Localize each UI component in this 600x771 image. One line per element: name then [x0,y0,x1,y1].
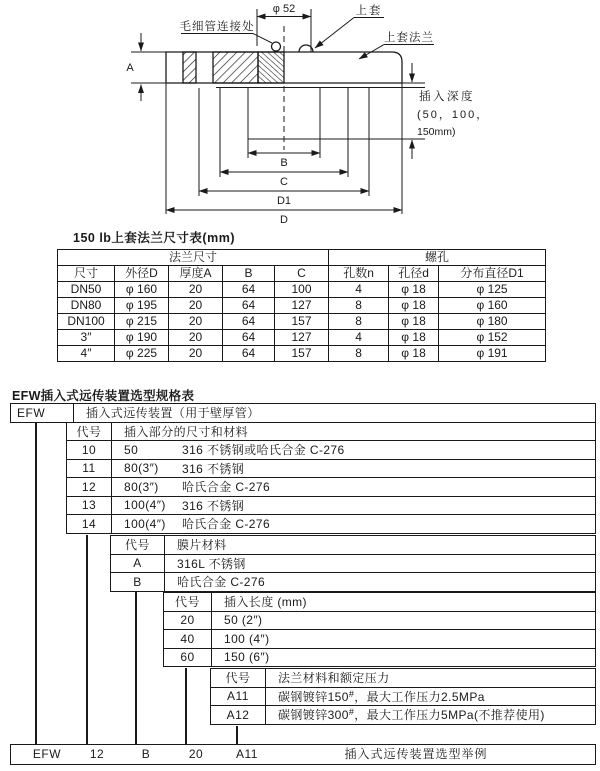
cell: 14 [67,515,112,533]
cell: φ 190 [115,330,169,346]
dim-b-label: B [280,157,288,169]
cell: 10 [67,441,112,459]
connector-line [185,668,187,744]
cell: 150 (6″) [224,650,270,665]
cell: 60 [164,649,212,667]
table-row [211,687,595,706]
cell: 64 [223,330,275,346]
selector-table-title: EFW插入式远传装置选型规格表 [12,389,195,403]
table-row [164,611,595,630]
cell: 64 [223,282,275,298]
flange-table-section [57,228,549,362]
example-label: 插入式远传装置选型举例 [344,747,488,761]
cell: 64 [223,346,275,362]
cell: 代号 [67,423,112,441]
cell: 碳钢镀锌150 # ，最大工作压力2.5MPa [278,688,485,704]
table-row [164,629,595,648]
cell: φ 18 [389,314,439,330]
cell: 尺寸 [58,266,115,282]
cell: 哈氏合金 C-276 [177,575,266,590]
cell: 100 (4″) [224,631,270,646]
cell: 50 316 不锈钢或哈氏合金 C-276 [124,442,345,458]
cell: 11 [67,460,112,478]
cell: 插入式远传装置（用于壁厚管） [86,406,260,421]
cell: φ 18 [389,346,439,362]
cell: B [111,573,165,591]
cell: φ 152 [439,330,546,346]
insert-depth-label-2: (50，100， [417,109,490,121]
cell: 插入长度 (mm) [224,595,307,610]
cell: DN80 [58,298,115,314]
cell: 20 [169,314,223,330]
phi52-dim-label: φ 52 [272,3,296,15]
cell: 127 [275,298,329,314]
cell: φ 225 [115,346,169,362]
table-row [67,514,595,533]
cell: DN50 [58,282,115,298]
cell: φ 160 [115,282,169,298]
cell: φ 195 [115,298,169,314]
sleeve-label: 上套 [355,5,383,17]
cell: 厚度A [169,266,223,282]
connector-line [236,726,238,744]
example-code-flange: A11 [236,747,258,761]
connector-line [86,535,88,744]
connector-line [35,421,37,744]
cell: C [275,266,329,282]
cell: 4″ [58,346,115,362]
cell: 3″ [58,330,115,346]
cell: 100(4″) 316 不锈钢 [124,498,245,513]
column-header-row [58,266,546,282]
cell: 螺孔 [329,250,546,266]
cell: 孔径d [389,266,439,282]
insert-depth-label-3: 150mm) [417,126,456,138]
cell: φ 191 [439,346,546,362]
cell: 50 (2″) [224,613,263,628]
table-row [67,496,595,515]
cell: φ 215 [115,314,169,330]
cell: 8 [329,298,389,314]
example-code-length: 20 [188,747,204,761]
selector-example-row [10,744,596,765]
cell: 法兰材料和额定压力 [278,671,390,686]
table-row [164,593,595,611]
dim-c-label: C [280,176,288,188]
table-row [67,440,595,459]
example-code-efw: EFW [32,747,62,761]
dim-d-label: D [280,214,288,226]
group-header-row [58,250,546,266]
cell: 100(4″) 哈氏合金 C-276 [124,516,271,532]
cell: 分布直径D1 [439,266,546,282]
cell: 孔数n [329,266,389,282]
cell: 法兰尺寸 [58,250,329,266]
flange-table-title: 150 lb上套法兰尺寸表(mm) [73,231,235,245]
flange-dimension-table [57,249,546,362]
cell: A11 [211,688,266,706]
cell: 20 [169,330,223,346]
cell: φ 18 [389,330,439,346]
example-code-size: 12 [89,747,105,761]
table-row [164,648,595,667]
table-row [58,346,546,362]
selector-level-3 [163,592,596,667]
cell: A12 [211,706,266,724]
cell: 8 [329,346,389,362]
cell: 碳钢镀锌300 # ，最大工作压力5MPa(不推荐使用) [278,707,545,723]
cell: 64 [223,314,275,330]
table-row [67,459,595,478]
cell: A [111,555,165,573]
cell: 4 [329,282,389,298]
cell: φ 160 [439,298,546,314]
cell: 12 [67,478,112,496]
example-code-diaphragm: B [141,747,151,761]
cell: 代号 [164,593,212,611]
table-row [58,282,546,298]
selector-root-row [10,403,596,423]
cell: φ 18 [389,282,439,298]
cell: φ 18 [389,298,439,314]
table-row [58,330,546,346]
table-row [58,298,546,314]
table-row [111,536,595,554]
selector-level-1 [66,422,596,534]
cell: 4 [329,330,389,346]
selector-level-2 [110,535,596,592]
cell: 外径D [115,266,169,282]
cell: 64 [223,298,275,314]
cell: 316L 不锈钢 [177,556,246,571]
cell: 157 [275,314,329,330]
insert-depth-label-1: 插入深度 [419,91,475,103]
cell: 插入部分的尺寸和材料 [124,424,249,439]
cell: B [223,266,275,282]
cell: φ 125 [439,282,546,298]
flange-technical-drawing [0,0,600,232]
sleeve-flange-label: 上套法兰 [384,32,434,44]
reference-lines [131,9,425,214]
cell: 20 [169,298,223,314]
cell: EFW [11,404,74,422]
table-row [67,477,595,496]
capillary-label: 毛细管连接处 [179,21,255,33]
cell: 80(3″) 哈氏合金 C-276 [124,479,271,495]
table-row [111,554,595,573]
connector-line [135,592,137,744]
cell: 13 [67,497,112,515]
cell: 127 [275,330,329,346]
table-row [211,705,595,724]
dim-d1-label: D1 [276,195,292,207]
cell: 80(3″) 316 不锈钢 [124,461,245,476]
cell: 膜片材料 [177,538,227,553]
table-row [211,669,595,687]
cell: 100 [275,282,329,298]
cell: 代号 [111,536,165,554]
dim-a-label: A [126,62,134,74]
cell: 8 [329,314,389,330]
cell: 20 [169,346,223,362]
cell: DN100 [58,314,115,330]
cell: φ 180 [439,314,546,330]
cell: 20 [164,612,212,630]
table-row [67,423,595,441]
selector-level-4 [210,668,596,725]
cell: 40 [164,630,212,648]
cell: 157 [275,346,329,362]
cell: 代号 [211,669,266,687]
table-row [111,572,595,591]
table-row [58,314,546,330]
cell: 20 [169,282,223,298]
